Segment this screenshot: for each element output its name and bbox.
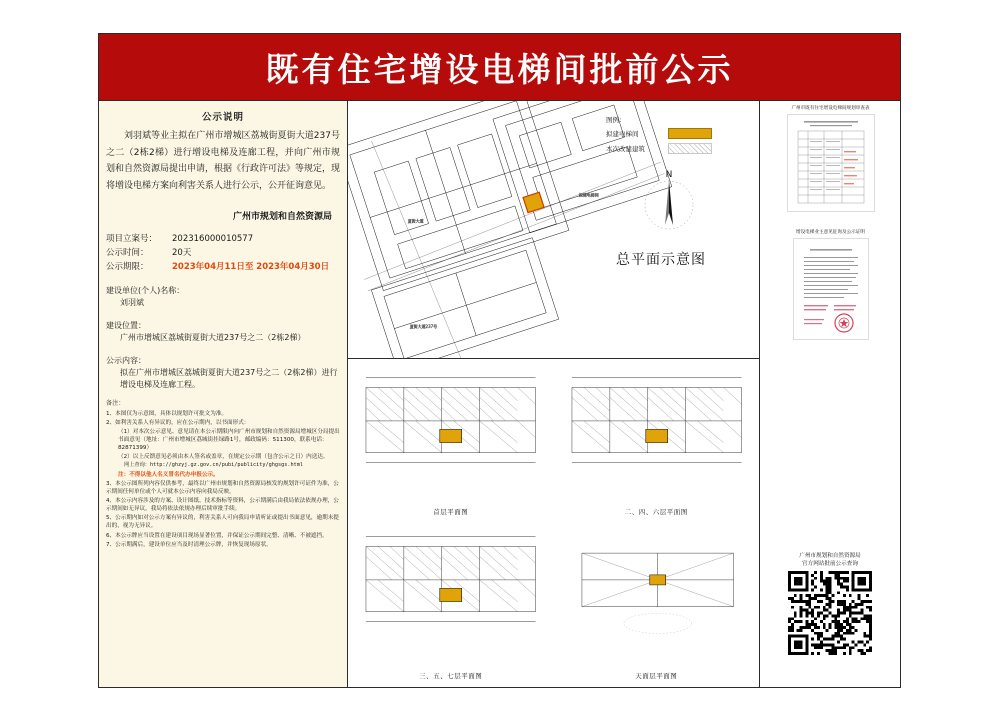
field-label: 公示时间： [106, 247, 149, 258]
footnote-item: 2、如利害关系人有异议的，应在公示期内，以书面形式： [106, 419, 250, 426]
notice-footnotes [106, 400, 340, 549]
section-label: 建设单位(个人)名称： [106, 285, 185, 295]
poster-title-banner [99, 34, 900, 101]
floor-plan-upper [348, 523, 554, 687]
qr-caption-line1: 广州市规划和自然资源局 [799, 552, 861, 559]
attachments-column [759, 101, 900, 687]
qr-caption [768, 552, 892, 568]
attachment-approval-table [764, 105, 897, 223]
section-value: 刘羽斌 [120, 297, 144, 307]
page-title: 既有住宅增设电梯间批前公示 [265, 49, 734, 89]
section-content [106, 355, 340, 391]
footnote-item: 3、本公示图所列内容仅供参考，最终以广州市规划和自然资源局核发的规划许可证件为准，公示期间任何单位或个人可就本公示内容向我局反映。 [106, 480, 339, 495]
public-notice-poster [98, 33, 901, 688]
certificate-thumbnail [794, 239, 868, 339]
floor-plan-caption: 首层平面图 [433, 508, 469, 516]
legend-swatch-orange [668, 128, 712, 139]
footnote-item: 4、本公示内容涉及的方案、设计图纸、技术指标等资料，公示期满后由我局依法依规办理，公示期间如无异议，我局将依法依规办理后续审批手续。 [106, 498, 339, 513]
floor-plan-second [554, 359, 760, 523]
footnote-item: （1）对本次公示意见、意见请在本公示期限内向广州市规划和自然资源局增城区分局提出书面意见（地址：广州市增城区荔城街挂绿路1号，邮政编码：511300，联系电话：82871399） [118, 428, 340, 452]
footnote-item: 7、公示期满后，建设单位应当及时清理公示牌，并恢复现场原状。 [106, 541, 272, 548]
field-value: 202316000010577 [172, 233, 254, 244]
footnote-title: 备注： [106, 399, 125, 407]
footnote-item: （2）以上反馈意见必须由本人签名或盖章，在规定公示期（包含公示之日）内送达。 [118, 454, 329, 461]
footnote-warning: 注：不得以他人名义冒名代办申报公示。 [118, 471, 219, 478]
elevator-unit-marker [440, 588, 462, 601]
svg-text:夏街大道237号: 夏街大道237号 [409, 324, 438, 330]
field-label: 项目立案号： [106, 233, 158, 244]
legend-title: 图例： [606, 116, 626, 124]
field-value: 2023年04月11日至 2023年04月30日 [172, 261, 330, 272]
second-floor-svg [554, 359, 760, 523]
site-plan-legend [606, 115, 734, 158]
notice-paragraph: 刘羽斌等业主拟在广州市增城区荔城街夏街大道237号之二（2栋2梯）进行增设电梯及连廊工程，并向广州市规划和自然资源局提出申请，根据《行政许可法》等规定，现将增设电梯方案向利害关系人进行公示，公开征询意见。 [106, 131, 341, 191]
footnote-item: 1、本图仅为示意图，具体以规划许可批文为准。 [106, 410, 228, 417]
qr-code-block [768, 552, 892, 655]
notice-heading: 公示说明 [201, 112, 244, 123]
footnote-item: 5、公示期内如对公示方案有异议的，利害关系人可向我局申请听证或提出书面意见，逾期未提出的，视为无异议。 [106, 515, 339, 530]
floor-plan-caption: 三、五、七层平面图 [419, 672, 483, 680]
footnote-url: 网上查询：http://ghzyj.gz.gov.cn/pubi/publicity/ghgsgs.html [124, 462, 303, 469]
legend-label: 拟建电梯间 [606, 129, 639, 138]
poster-body [99, 101, 900, 687]
field-value: 20天 [172, 247, 192, 258]
site-plan-drawing [348, 101, 759, 359]
notice-text-column [99, 101, 348, 687]
section-location [106, 320, 340, 344]
legend-item-proposed-elevator [606, 128, 734, 139]
upper-floor-svg [348, 523, 554, 687]
floor-plan-caption: 二、四、六层平面图 [624, 508, 688, 516]
floor-plan-caption: 天面层平面图 [635, 672, 678, 680]
issuing-authority: 广州市规划和自然资源局 [232, 211, 332, 222]
qr-caption-line2: 官方网站批前公示查询 [802, 560, 858, 567]
field-label: 公示期限： [106, 261, 149, 272]
svg-text:夏街大道: 夏街大道 [407, 218, 424, 224]
section-label: 建设位置： [106, 320, 146, 330]
field-notice-duration [106, 246, 340, 260]
site-plan-caption: 总平面示意图 [616, 252, 706, 268]
floor-plan-grid [348, 359, 759, 687]
attachment-consent-certificate [764, 229, 897, 351]
legend-item-modified-building [606, 143, 734, 154]
drawings-column [348, 101, 759, 687]
elevator-unit-marker [645, 429, 667, 442]
elevator-unit-marker [649, 575, 665, 585]
section-applicant [106, 285, 340, 309]
attachment-title: 增设电梯业主意见征询及公示证明 [796, 230, 865, 235]
svg-text:拟建电梯间: 拟建电梯间 [578, 192, 599, 198]
field-project-number [106, 232, 340, 246]
section-label: 公示内容： [106, 355, 146, 365]
roof-plan-svg [554, 523, 760, 687]
section-value: 拟在广州市增城区荔城街夏街大道237号之二（2栋2梯）进行增设电梯及连廊工程。 [120, 367, 338, 389]
north-arrow-icon [632, 163, 706, 237]
footnote-item: 6、本公示牌应当设置在建设项目现场显著位置，并保证公示期间完整、清晰、不被遮挡。 [106, 532, 328, 539]
legend-swatch-hatch [668, 143, 712, 154]
approval-table-thumbnail [788, 115, 874, 211]
floor-plan-first [348, 359, 554, 523]
qr-code-icon[interactable] [788, 571, 872, 655]
section-value: 广州市增城区荔城街夏街大道237号之二（2栋2梯） [120, 332, 306, 342]
first-floor-svg [348, 359, 554, 523]
compass-north-label: N [665, 170, 673, 180]
floor-plan-roof [554, 523, 760, 687]
field-notice-period [106, 260, 340, 274]
legend-label: 本次改建建筑 [606, 144, 645, 153]
attachment-title: 广州市既有住宅增设电梯间规划审查表 [791, 106, 870, 111]
elevator-unit-marker [440, 429, 462, 442]
